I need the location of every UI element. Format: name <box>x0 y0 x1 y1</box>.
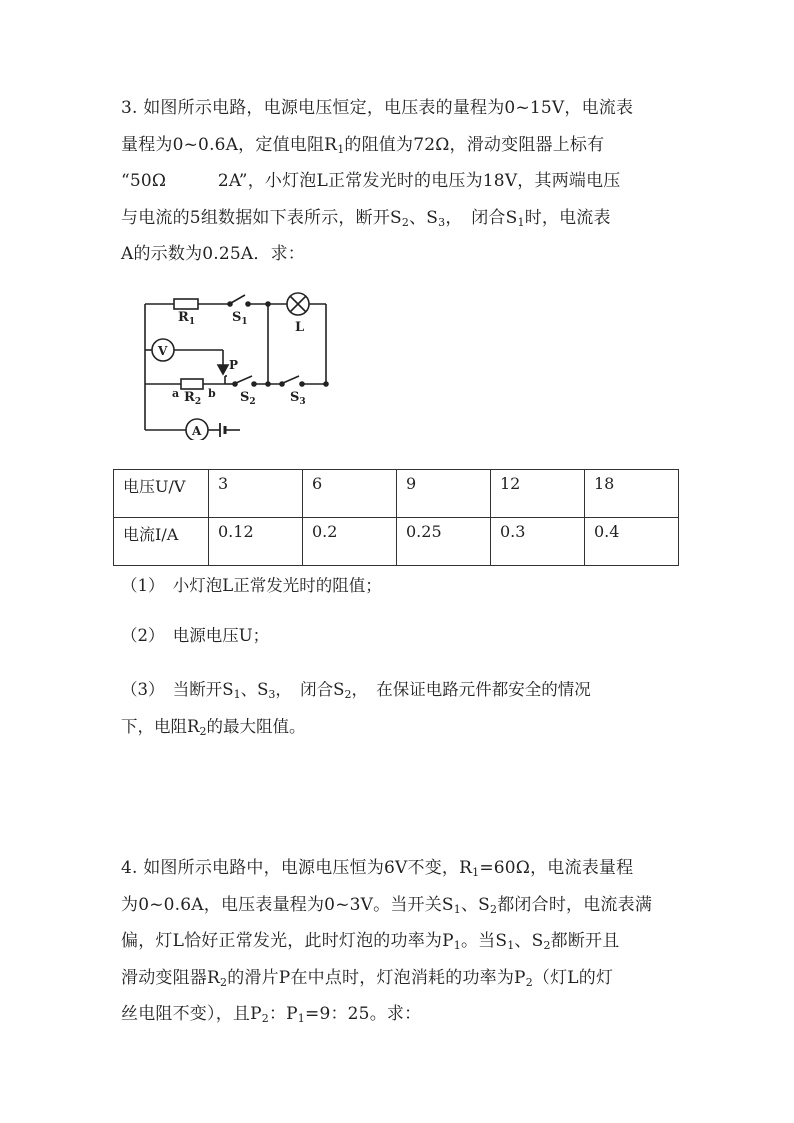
text-line: 3. 如图所示电路，电源电压恒定，电压表的量程为0~15V，电流表 <box>121 98 634 118</box>
svg-text:b: b <box>208 387 216 400</box>
svg-text:a: a <box>172 387 180 400</box>
table-row <box>114 470 679 518</box>
subscript: 1 <box>507 939 515 952</box>
subscript: 1 <box>233 688 241 701</box>
subscript: 2 <box>199 724 207 738</box>
row-header-voltage: 电压U/V <box>114 470 209 518</box>
table-cell: 9 <box>397 470 491 518</box>
svg-text:R1: $R_1$ <box>178 310 196 327</box>
subscript: 1 <box>472 866 480 879</box>
subscript: 2 <box>525 975 533 989</box>
question-2: （2） 电源电压U； <box>121 626 270 645</box>
subscript: 1 <box>453 939 461 952</box>
text-line: 量程为0~0.6A，定值电阻$R_1$的阻值为72Ω，滑动变阻器上标有 <box>121 134 605 156</box>
subscript: 2 <box>490 902 498 916</box>
text-line: 偏，灯L恰好正常发光，此时灯泡的功率为$P_1$。当$S_1$、$S_2$都断开且 <box>121 931 620 952</box>
table-cell: 0.12 <box>209 518 303 566</box>
subscript: 1 <box>453 902 461 916</box>
r2-rheostat <box>181 379 203 389</box>
subscript: 2 <box>401 215 410 229</box>
subscript: 3 <box>268 688 276 701</box>
subscript: 1 <box>337 142 345 156</box>
svg-text:R2: $R_2$ <box>184 390 202 407</box>
table-cell: 0.3 <box>491 518 585 566</box>
question-3-line-2: 下，电阻$R_2$的最大阻值。 <box>121 716 306 738</box>
row-header-current: 电流I/A <box>114 518 209 566</box>
svg-text:S3: $S_3$ <box>290 390 306 407</box>
table-cell: 0.4 <box>585 518 679 566</box>
text-line: 为0~0.6A，电压表量程为0~3V。当开关$S_1$、$S_2$都闭合时，电流表满 <box>121 894 653 916</box>
text-line: 与电流的5组数据如下表所示，断开$S_2$、$S_3$， 闭合$S_1$时，电流表 <box>121 207 611 229</box>
subscript: 1 <box>517 215 525 229</box>
subscript: 1 <box>297 1012 305 1025</box>
subscript: 3 <box>438 215 446 229</box>
question-3 <box>121 672 591 745</box>
text-line: “50Ω 2A”，小灯泡L正常发光时的电压为18V，其两端电压 <box>121 171 621 191</box>
question-1: （1） 小灯泡L正常发光时的阻值； <box>121 576 382 595</box>
svg-text:V: V <box>158 344 168 358</box>
table-cell: 0.25 <box>397 518 491 566</box>
text-line: 丝电阻不变），且$P_2$：$P_1=9$：25。求： <box>121 1004 422 1025</box>
subscript: 2 <box>261 1012 269 1025</box>
r1-resistor <box>174 299 198 309</box>
table-cell: 6 <box>303 470 397 518</box>
svg-text:A: A <box>192 424 202 438</box>
svg-text:S2: $S_2$ <box>240 390 256 407</box>
question-3-line-1: （3） 当断开$S_1$、$S_3$， 闭合$S_2$， 在保证电路元件都安全的情况 <box>121 680 591 701</box>
table-cell: 12 <box>491 470 585 518</box>
voltage-current-table <box>113 469 679 566</box>
circuit-diagram <box>130 290 340 440</box>
subscript: 2 <box>543 939 551 952</box>
table-cell: 3 <box>209 470 303 518</box>
table-cell: 0.2 <box>303 518 397 566</box>
table-cell: 18 <box>585 470 679 518</box>
text-line: A的示数为0.25A．求： <box>121 244 306 264</box>
subscript: 2 <box>344 688 352 701</box>
text-line: 滑动变阻器$R_2$的滑片P在中点时，灯泡消耗的功率为$P_2$（灯L的灯 <box>121 967 614 989</box>
subscript: 2 <box>220 975 228 989</box>
svg-text:L: L <box>295 320 305 335</box>
table-row <box>114 518 679 566</box>
text-line: 4. 如图所示电路中，电源电压恒为6V不变，$R_1=60\Omega$，电流表量程 <box>121 858 634 879</box>
svg-text:S1: $S_1$ <box>232 310 248 327</box>
problem-3-text <box>121 90 681 273</box>
svg-text:P: P <box>229 358 239 372</box>
problem-4-text <box>121 850 681 1033</box>
